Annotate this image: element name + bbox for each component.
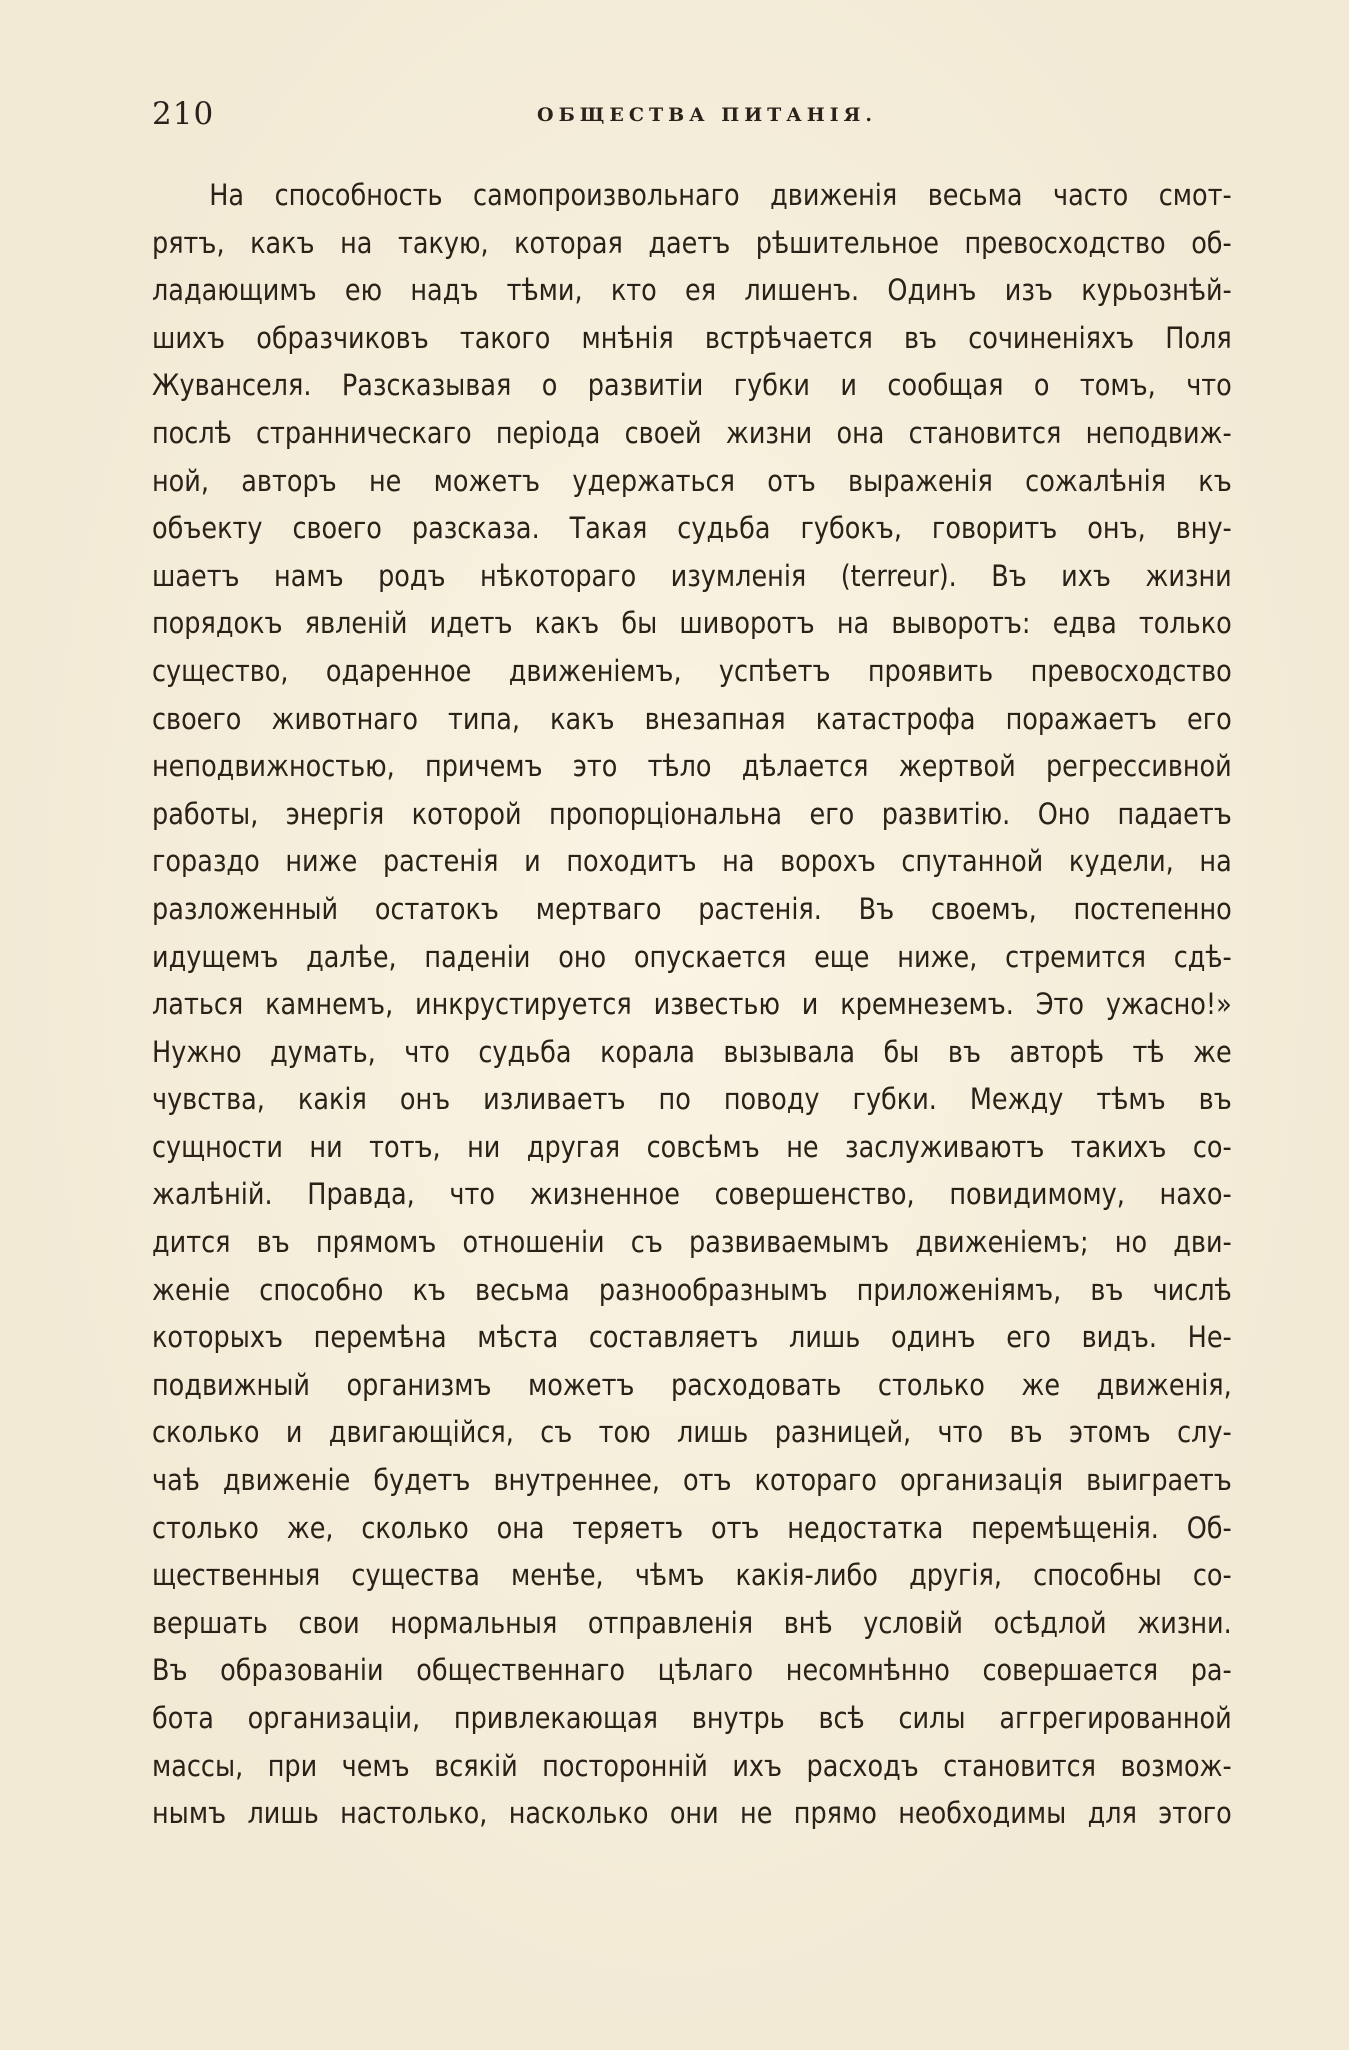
- text-line: идущемъ далѣе, паденіи оно опускается еще ниже, стремится сдѣ-: [152, 939, 1232, 974]
- text-line: нымъ лишь настолько, насколько они не прямо необходимы для этого: [152, 1796, 1232, 1831]
- text-line: ладающимъ ею надъ тѣми, кто ея лишенъ. Одинъ изъ курьознѣй-: [152, 273, 1232, 308]
- text-line: щественныя существа менѣе, чѣмъ какія-либо другія, способны со-: [152, 1558, 1232, 1593]
- text-line: объекту своего разсказа. Такая судьба губокъ, говоритъ онъ, вну-: [152, 511, 1232, 546]
- text-line: жалѣній. Правда, что жизненное совершенство, повидимому, нахо-: [152, 1177, 1232, 1212]
- text-line: рятъ, какъ на такую, которая даетъ рѣшительное превосходство об-: [152, 225, 1232, 260]
- text-line: работы, энергія которой пропорціональна его развитію. Оно падаетъ: [152, 796, 1232, 831]
- text-line: существо, одаренное движеніемъ, успѣетъ проявить превосходство: [152, 653, 1232, 688]
- text-line: вершать свои нормальныя отправленія внѣ условій осѣдлой жизни.: [152, 1605, 1232, 1640]
- text-line: гораздо ниже растенія и походитъ на ворохъ спутанной кудели, на: [152, 844, 1232, 879]
- text-line: послѣ странническаго періода своей жизни она становится неподвиж-: [152, 415, 1232, 450]
- text-line: Жуванселя. Разсказывая о развитіи губки и сообщая о томъ, что: [152, 368, 1232, 403]
- text-line: Нужно думать, что судьба корала вызывала бы въ авторѣ тѣ же: [152, 1034, 1232, 1069]
- text-line: дится въ прямомъ отношеніи съ развиваемымъ движеніемъ; но дви-: [152, 1225, 1232, 1260]
- page-header: [152, 96, 1232, 146]
- text-line: Въ образованіи общественнаго цѣлаго несомнѣнно совершается ра-: [152, 1653, 1232, 1688]
- text-line: ной, авторъ не можетъ удержаться отъ выраженія сожалѣнія къ: [152, 463, 1232, 498]
- text-line: На способность самопроизвольнаго движенія весьма часто смот-: [209, 178, 1232, 212]
- body-text: [152, 172, 1232, 1838]
- text-line: которыхъ перемѣна мѣста составляетъ лишь одинъ его видъ. Не-: [152, 1320, 1232, 1355]
- text-line: женіе способно къ весьма разнообразнымъ приложеніямъ, въ числѣ: [152, 1272, 1232, 1307]
- text-line: шихъ образчиковъ такого мнѣнія встрѣчается въ сочиненіяхъ Поля: [152, 320, 1232, 355]
- text-line: столько же, сколько она теряетъ отъ недостатка перемѣщенія. Об-: [152, 1510, 1232, 1545]
- text-line: латься камнемъ, инкрустируется известью и кремнеземъ. Это ужасно!»: [152, 987, 1232, 1022]
- text-line: разложенный остатокъ мертваго растенія. Въ своемъ, постепенно: [152, 891, 1232, 926]
- text-line: своего животнаго типа, какъ внезапная катастрофа поражаетъ его: [152, 701, 1232, 736]
- text-line: неподвижностью, причемъ это тѣло дѣлается жертвой регрессивной: [152, 749, 1232, 784]
- text-line: шаетъ намъ родъ нѣкотораго изумленія (terreur). Въ ихъ жизни: [152, 558, 1232, 593]
- text-line: сущности ни тотъ, ни другая совсѣмъ не заслуживаютъ такихъ со-: [152, 1129, 1232, 1164]
- text-line: массы, при чемъ всякій посторонній ихъ расходъ становится возмож-: [152, 1748, 1232, 1783]
- text-line: чаѣ движеніе будетъ внутреннее, отъ котораго организація выиграетъ: [152, 1463, 1232, 1498]
- text-line: подвижный организмъ можетъ расходовать столько же движенія,: [152, 1367, 1232, 1402]
- page-number: 210: [152, 96, 215, 132]
- running-title: ОБЩЕСТВА ПИТАНІЯ.: [537, 104, 877, 126]
- text-line: бота организаціи, привлекающая внутрь всѣ силы аггрегированной: [152, 1701, 1232, 1735]
- text-line: чувства, какія онъ изливаетъ по поводу губки. Между тѣмъ въ: [152, 1082, 1232, 1117]
- text-line: сколько и двигающійся, съ тою лишь разницей, что въ этомъ слу-: [152, 1415, 1232, 1450]
- text-line: порядокъ явленій идетъ какъ бы шиворотъ на выворотъ: едва только: [152, 606, 1232, 641]
